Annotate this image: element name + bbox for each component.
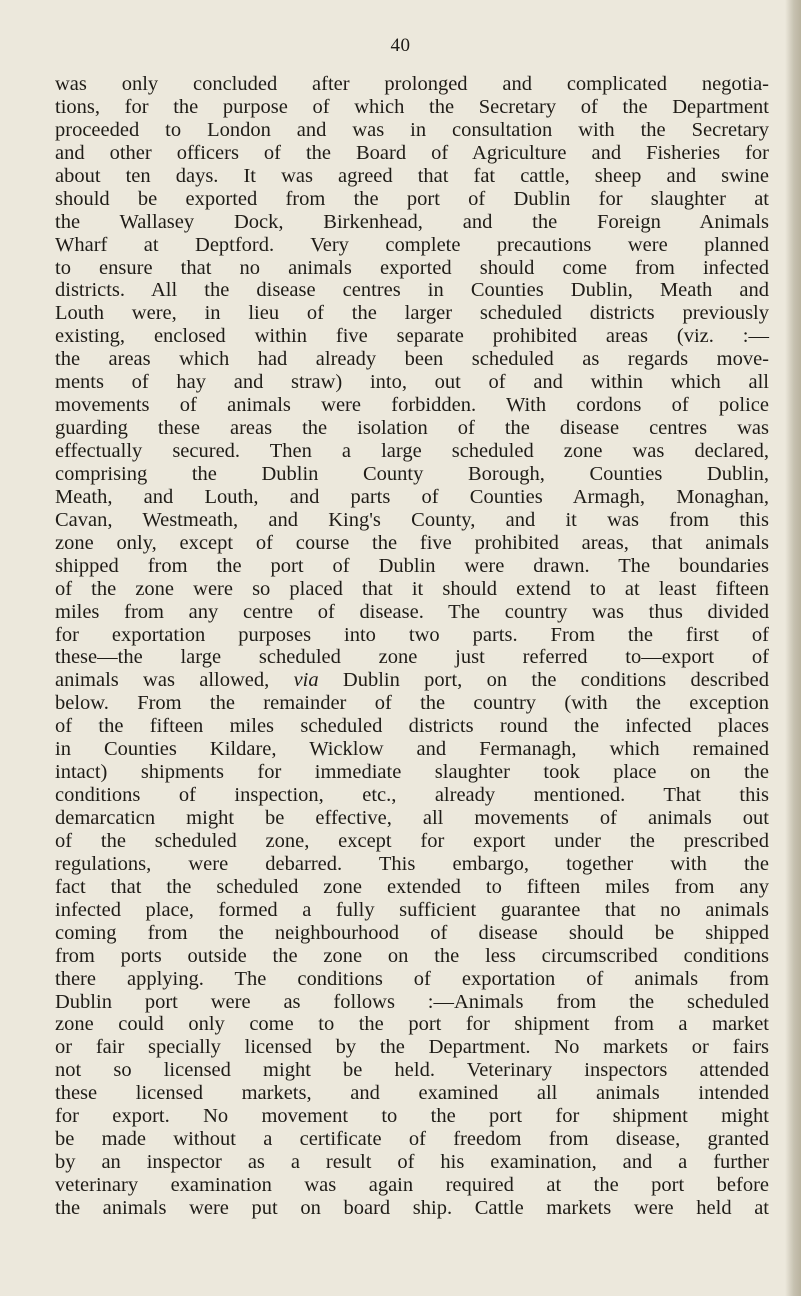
text-line: Meath, and Louth, and parts of Counties Armagh, Monaghan,	[55, 485, 769, 508]
text-line: proceeded to London and was in consultation with the Secretary	[55, 118, 769, 141]
text-line: conditions of inspection, etc., already mentioned. That this	[55, 784, 769, 807]
text-line: coming from the neighbourhood of disease should be shipped	[55, 921, 769, 944]
text-line: from ports outside the zone on the less circumscribed conditions	[55, 944, 769, 967]
text-line: Cavan, Westmeath, and King's County, and it was from this	[55, 508, 769, 531]
text-line: districts. All the disease centres in Counties Dublin, Meath and	[55, 279, 769, 302]
page-number: 40	[390, 35, 411, 56]
text-line: the animals were put on board ship. Cattle markets were held at	[55, 1196, 769, 1219]
text-line: animals was allowed, via Dublin port, on the conditions described	[55, 669, 769, 692]
text-line: miles from any centre of disease. The country was thus divided	[55, 600, 769, 623]
text-line: and other officers of the Board of Agriculture and Fisheries for	[55, 141, 769, 164]
text-line: these licensed markets, and examined all animals intended	[55, 1082, 769, 1105]
text-line: intact) shipments for immediate slaughter took place on the	[55, 761, 769, 784]
text-line: Dublin port were as follows :—Animals from the scheduled	[55, 990, 769, 1013]
text-line: was only concluded after prolonged and complicated negotia-	[55, 73, 769, 95]
text-line: shipped from the port of Dublin were drawn. The boundaries	[55, 554, 769, 577]
text-line: there applying. The conditions of exportation of animals from	[55, 967, 769, 990]
text-line: Louth were, in lieu of the larger scheduled districts previously	[55, 302, 769, 325]
text-line: infected place, formed a fully sufficient guarantee that no animals	[55, 898, 769, 921]
text-line: fact that the scheduled zone extended to fifteen miles from any	[55, 875, 769, 898]
text-line: ments of hay and straw) into, out of and within which all	[55, 371, 769, 394]
text-line: comprising the Dublin County Borough, Counties Dublin,	[55, 462, 769, 485]
text-line: of the fifteen miles scheduled districts round the infected places	[55, 715, 769, 738]
body-paragraph	[55, 73, 769, 1220]
text-line: about ten days. It was agreed that fat cattle, sheep and swine	[55, 164, 769, 187]
text-line: guarding these areas the isolation of the disease centres was	[55, 417, 769, 440]
text-line: regulations, were debarred. This embargo, together with the	[55, 852, 769, 875]
text-line: or fair specially licensed by the Department. No markets or fairs	[55, 1036, 769, 1059]
page-edge-shadow	[785, 0, 801, 1296]
text-line: to ensure that no animals exported should come from infected	[55, 256, 769, 279]
text-line: tions, for the purpose of which the Secretary of the Department	[55, 95, 769, 118]
text-line: for export. No movement to the port for shipment might	[55, 1105, 769, 1128]
text-line: existing, enclosed within five separate prohibited areas (viz. :—	[55, 325, 769, 348]
text-line: for exportation purposes into two parts. From the first of	[55, 623, 769, 646]
text-line: effectually secured. Then a large scheduled zone was declared,	[55, 440, 769, 462]
text-line: the areas which had already been scheduled as regards move-	[55, 348, 769, 371]
text-line: demarcaticn might be effective, all movements of animals out	[55, 807, 769, 829]
text-line: Wharf at Deptford. Very complete precautions were planned	[55, 233, 769, 256]
text-line: of the scheduled zone, except for export under the prescribed	[55, 829, 769, 852]
text-line: below. From the remainder of the country (with the exception	[55, 692, 769, 715]
text-line: be made without a certificate of freedom from disease, granted	[55, 1128, 769, 1151]
text-line: the Wallasey Dock, Birkenhead, and the Foreign Animals	[55, 210, 769, 233]
text-line: of the zone were so placed that it should extend to at least fifteen	[55, 577, 769, 600]
text-line: zone could only come to the port for shipment from a market	[55, 1013, 769, 1036]
text-line: movements of animals were forbidden. With cordons of police	[55, 394, 769, 417]
text-line: in Counties Kildare, Wicklow and Fermanagh, which remained	[55, 738, 769, 761]
text-line: not so licensed might be held. Veterinary inspectors attended	[55, 1059, 769, 1082]
text-line: these—the large scheduled zone just referred to—export of	[55, 646, 769, 669]
italic-word: via	[293, 669, 319, 692]
text-line: should be exported from the port of Dublin for slaughter at	[55, 187, 769, 210]
text-line: zone only, except of course the five prohibited areas, that animals	[55, 531, 769, 554]
text-line: veterinary examination was again required at the port before	[55, 1174, 769, 1196]
text-line: by an inspector as a result of his examination, and a further	[55, 1151, 769, 1174]
